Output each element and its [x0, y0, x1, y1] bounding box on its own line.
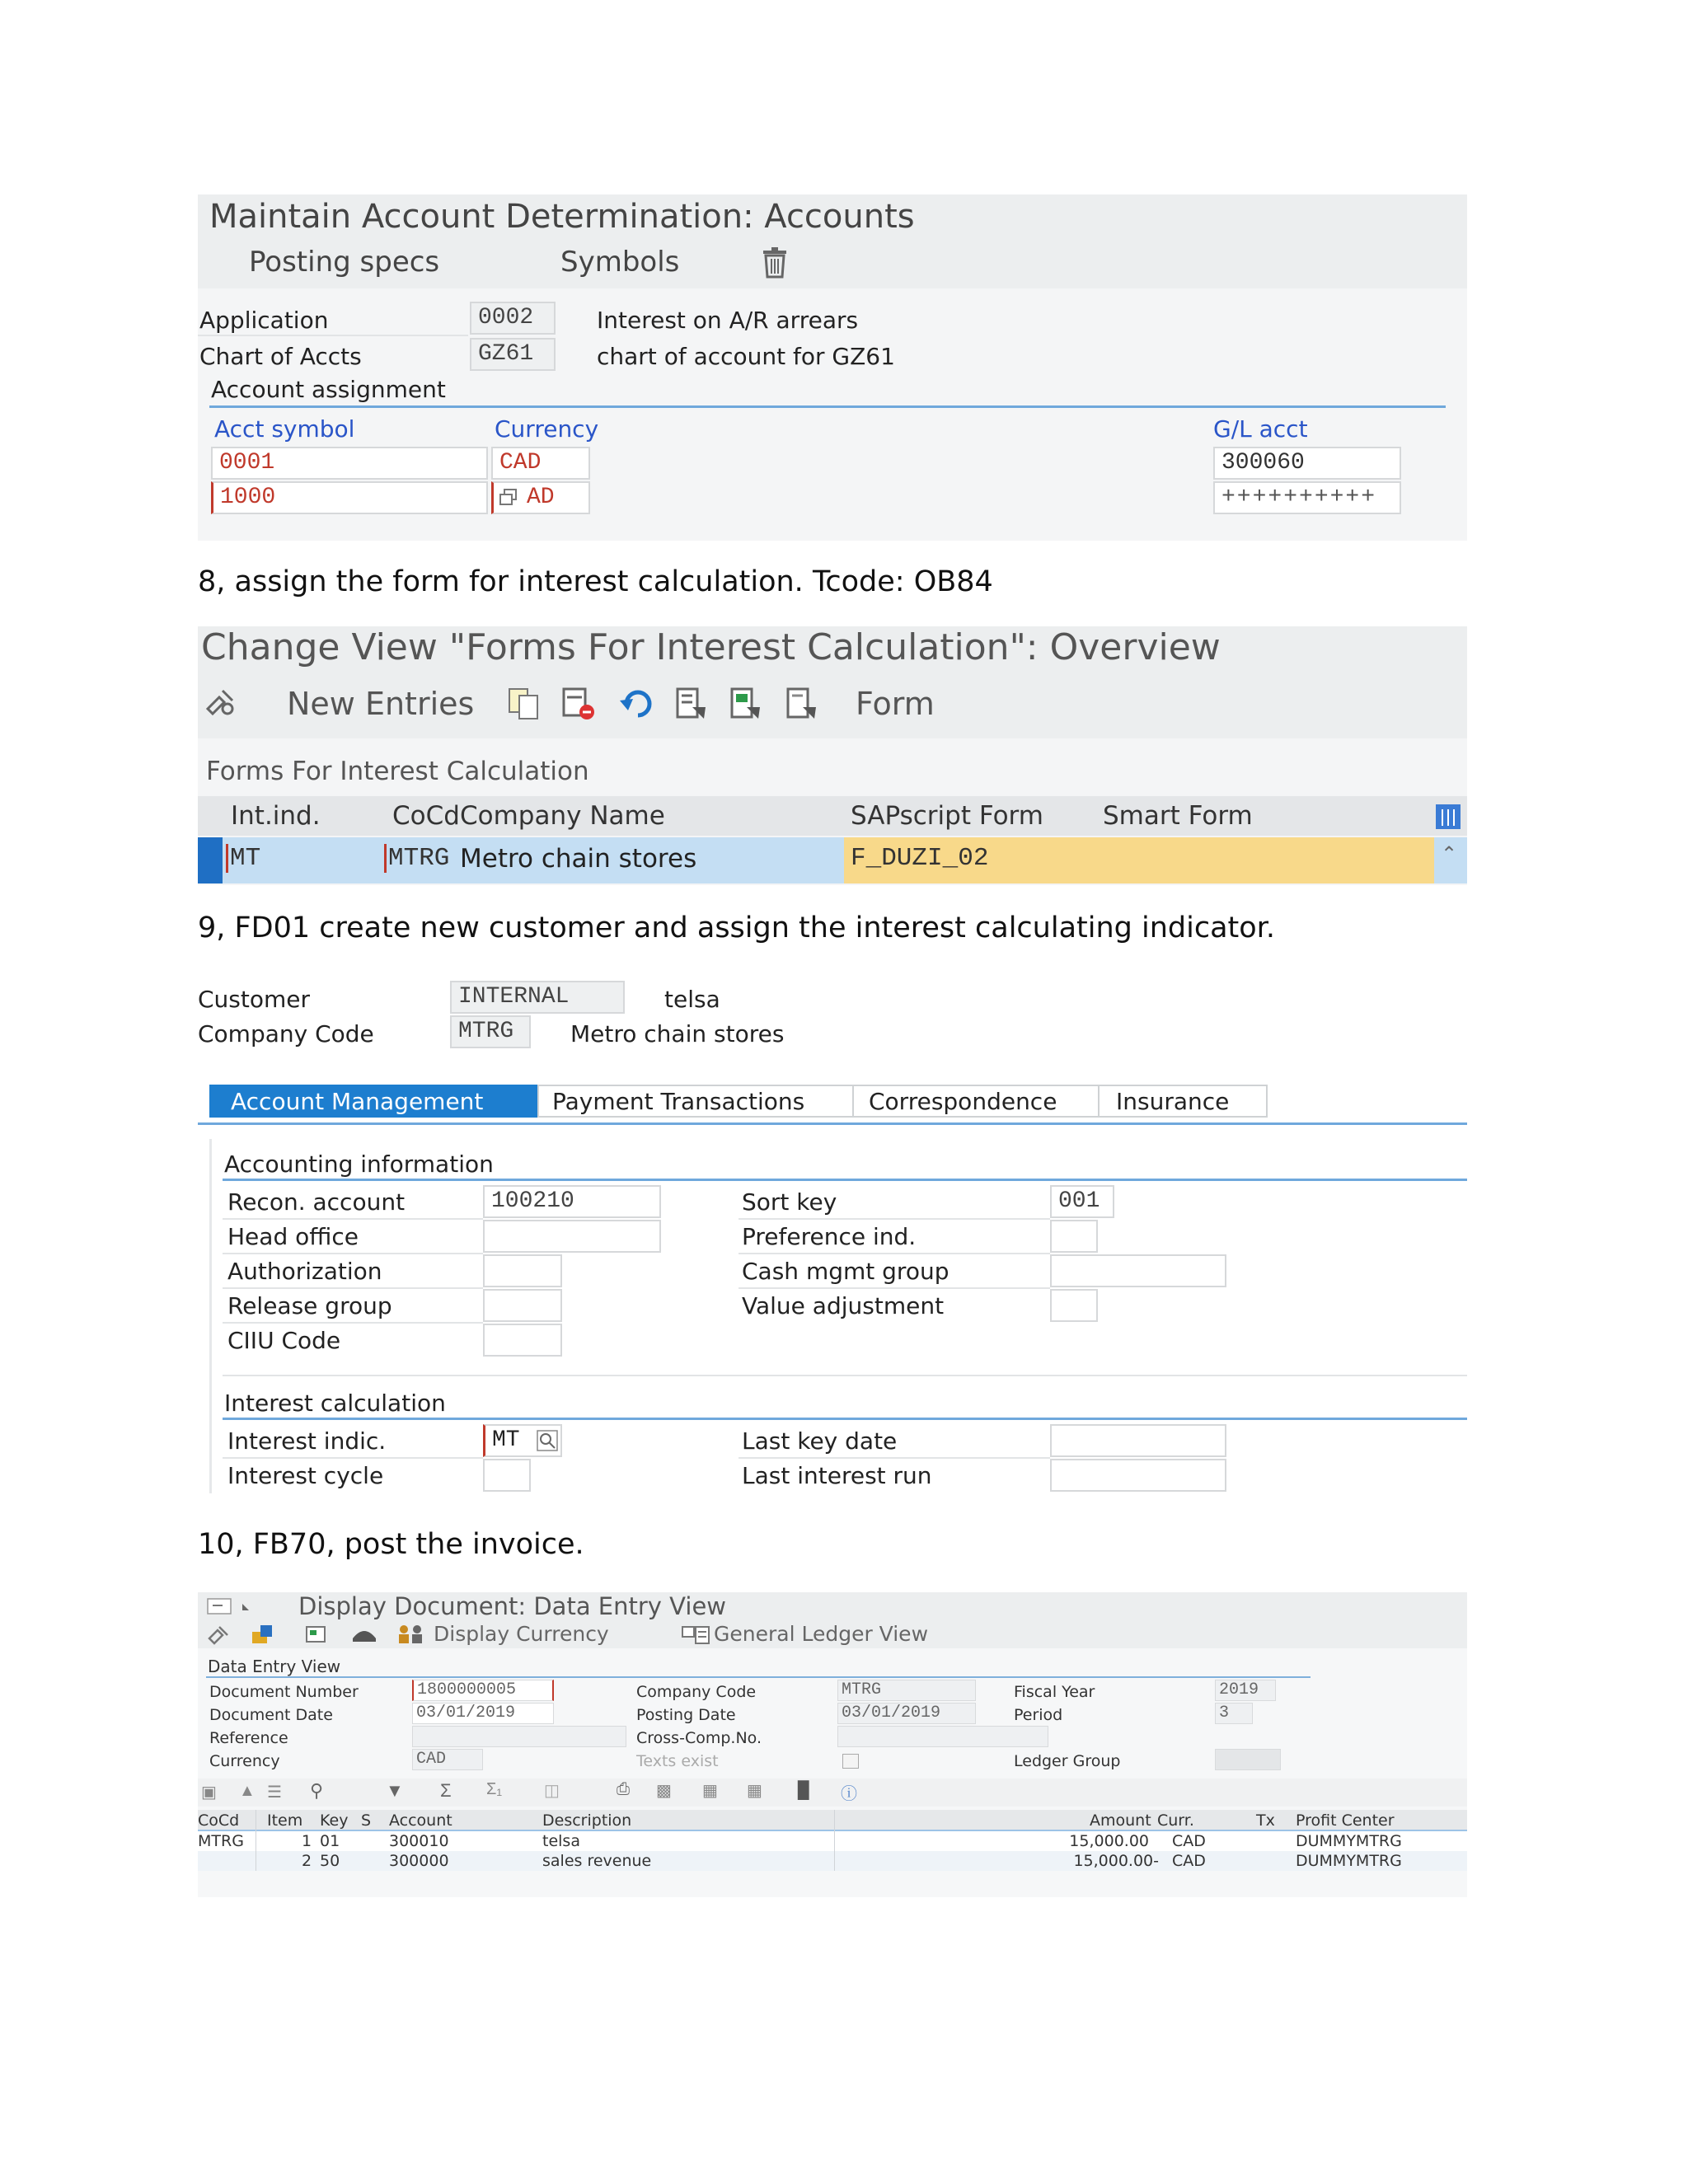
display-currency-button[interactable]: Display Currency [434, 1622, 609, 1646]
document-number-label: Document Number [209, 1683, 359, 1701]
posting-date-label: Posting Date [636, 1706, 736, 1724]
period-field[interactable]: 3 [1215, 1703, 1253, 1724]
release-group-input[interactable] [483, 1289, 562, 1322]
divider [223, 1287, 483, 1289]
cocd-cell[interactable]: MTRG [384, 844, 449, 873]
chart-icon[interactable]: ▉ [798, 1782, 811, 1800]
sort-ascending-icon[interactable]: ▲ [239, 1782, 256, 1800]
column-tax: Tx [1256, 1811, 1275, 1830]
general-ledger-view-button[interactable]: General Ledger View [714, 1622, 929, 1646]
divider [738, 1253, 1050, 1254]
application-description: Interest on A/R arrears [597, 307, 859, 334]
fiscal-year-label: Fiscal Year [1014, 1683, 1095, 1701]
hat-icon[interactable] [351, 1625, 377, 1643]
column-sapscript-form: SAPscript Form [851, 801, 1043, 831]
application-label: Application [199, 307, 329, 334]
amount-cell: 15,000.00 [1069, 1832, 1149, 1850]
document-overview-icon[interactable] [249, 1624, 275, 1645]
description-cell: sales revenue [542, 1852, 652, 1870]
section-underline [223, 1418, 1467, 1420]
acct-symbol-input[interactable]: 0001 [211, 447, 488, 480]
section-underline [223, 1179, 1467, 1181]
column-currency: Currency [495, 415, 599, 443]
value-help-icon[interactable] [498, 488, 519, 508]
delete-icon[interactable] [560, 686, 597, 722]
authorization-input[interactable] [483, 1254, 562, 1287]
gl-account-input[interactable]: 300060 [1213, 447, 1401, 480]
last-key-date-label: Last key date [742, 1427, 898, 1455]
export-icon[interactable]: ▩ [656, 1782, 672, 1800]
tab-account-management[interactable] [209, 1085, 537, 1118]
display-document-screen [198, 1592, 1467, 1897]
item-cell: 1 [302, 1832, 312, 1850]
divider [223, 1322, 483, 1324]
section-underline [209, 405, 1446, 408]
display-change-icon[interactable] [203, 684, 239, 720]
column-int-ind: Int.ind. [231, 801, 321, 831]
period-label: Period [1014, 1706, 1063, 1724]
divider [223, 1375, 1467, 1376]
last-key-date-input[interactable] [1050, 1424, 1226, 1457]
divider [738, 1287, 1050, 1289]
cross-comp-label: Cross-Comp.No. [636, 1729, 762, 1747]
page-title: Change View "Forms For Interest Calculation": Overview [201, 626, 1221, 668]
interest-calculation-heading: Interest calculation [224, 1390, 446, 1417]
preference-ind-label: Preference ind. [742, 1223, 917, 1250]
posting-specs-button[interactable]: Posting specs [249, 246, 440, 279]
ledger-group-label: Ledger Group [1014, 1752, 1121, 1770]
column-s: S [361, 1811, 372, 1830]
sapscript-form-value: F_DUZI_02 [851, 844, 989, 873]
undo-icon[interactable] [618, 686, 654, 722]
column-cocd: CoCd [198, 1811, 240, 1830]
page-title: Display Document: Data Entry View [298, 1592, 726, 1620]
copy-icon[interactable] [506, 686, 542, 722]
table-row[interactable] [198, 1831, 1467, 1851]
taxes-icon[interactable] [303, 1624, 330, 1645]
cash-mgmt-group-input[interactable] [1050, 1254, 1226, 1287]
reference-label: Reference [209, 1729, 288, 1747]
form-button[interactable]: Form [856, 686, 935, 722]
interest-indicator-input[interactable]: MT [483, 1424, 562, 1457]
key-cell: 50 [320, 1852, 340, 1870]
sum-icon[interactable]: Σ [440, 1780, 452, 1801]
last-interest-run-label: Last interest run [742, 1462, 932, 1489]
authorization-label: Authorization [227, 1258, 382, 1285]
recon-account-input[interactable]: 100210 [483, 1185, 661, 1218]
tab-label: Account Management [231, 1088, 484, 1115]
chart-of-accounts-description: chart of account for GZ61 [597, 343, 895, 370]
account-cell: 300000 [389, 1852, 449, 1870]
select-block-icon[interactable] [729, 686, 765, 722]
texts-exist-label: Texts exist [636, 1752, 719, 1770]
company-code-label: Company Code [198, 1020, 374, 1047]
company-name-cell: Metro chain stores [460, 844, 697, 874]
interest-cycle-input[interactable] [483, 1459, 531, 1492]
sort-descending-icon[interactable]: ☰ [267, 1783, 282, 1802]
column-profit-center: Profit Center [1296, 1811, 1395, 1830]
step-10-caption: 10, FB70, post the invoice. [198, 1528, 584, 1561]
views-icon[interactable]: ▦ [702, 1782, 718, 1800]
table-section-title: Forms For Interest Calculation [206, 757, 589, 786]
currency-input[interactable]: CAD [491, 447, 590, 480]
acct-symbol-input[interactable]: 1000 [211, 481, 488, 514]
customer-name: telsa [664, 986, 720, 1013]
line-items-header [198, 1810, 1467, 1831]
scroll-up-icon[interactable]: ⌃ [1441, 842, 1458, 865]
section-underline [206, 1676, 1311, 1678]
column-amount: Amount [1090, 1811, 1151, 1830]
divider [738, 1218, 1050, 1220]
company-name: Metro chain stores [570, 1020, 785, 1047]
forms-interest-screen [198, 626, 1467, 885]
print-icon[interactable]: ⎙ [617, 1780, 630, 1798]
step-9-caption: 9, FD01 create new customer and assign the interest calculating indicator. [198, 912, 1275, 944]
tab-strip-line [198, 1122, 1467, 1125]
posting-date-field[interactable]: 03/01/2019 [837, 1703, 976, 1724]
head-office-input[interactable] [483, 1220, 661, 1253]
detail-icon[interactable]: ▣ [201, 1783, 217, 1802]
account-assignment-heading: Account assignment [211, 376, 446, 403]
texts-exist-checkbox[interactable] [842, 1754, 859, 1769]
tab-insurance[interactable] [1100, 1085, 1268, 1118]
document-number-field[interactable]: 1800000005 [412, 1680, 554, 1701]
chart-of-accounts-label: Chart of Accts [199, 343, 362, 370]
customer-screen [198, 977, 1467, 1505]
divider [223, 1218, 483, 1220]
interest-cycle-label: Interest cycle [227, 1462, 384, 1489]
company-code-field[interactable]: MTRG [450, 1015, 531, 1048]
document-date-field[interactable]: 03/01/2019 [412, 1703, 554, 1724]
divider [198, 335, 468, 336]
customer-label: Customer [198, 986, 311, 1013]
gl-account-input[interactable]: ++++++++++ [1213, 481, 1401, 514]
cocd-cell: MTRG [198, 1832, 244, 1850]
tab-label: Correspondence [869, 1088, 1057, 1115]
value-adjustment-label: Value adjustment [742, 1292, 945, 1319]
layout-icon[interactable]: ◫ [544, 1782, 560, 1800]
ledger-group-field[interactable] [1215, 1749, 1281, 1770]
cash-mgmt-group-label: Cash mgmt group [742, 1258, 950, 1285]
column-account: Account [389, 1811, 452, 1830]
select-all-icon[interactable] [674, 686, 710, 722]
column-divider [834, 1810, 835, 1871]
divider [223, 1457, 483, 1459]
cross-comp-field[interactable] [837, 1726, 1048, 1747]
trash-icon[interactable] [758, 247, 791, 279]
row-selector[interactable] [198, 837, 223, 883]
page-title: Maintain Account Determination: Accounts [209, 198, 915, 236]
table-settings-icon[interactable] [1434, 803, 1462, 831]
ciiu-code-label: CIIU Code [227, 1327, 341, 1354]
currency-value: AD [527, 485, 555, 510]
column-key: Key [320, 1811, 349, 1830]
step-8-caption: 8, assign the form for interest calculation. Tcode: OB84 [198, 565, 993, 598]
account-cell: 300010 [389, 1832, 449, 1850]
last-interest-run-input[interactable] [1050, 1459, 1226, 1492]
currency-label: Currency [209, 1752, 280, 1770]
ciiu-code-input[interactable] [483, 1324, 562, 1357]
filter-icon[interactable]: ▼ [386, 1780, 404, 1801]
head-office-label: Head office [227, 1223, 359, 1250]
deselect-all-icon[interactable] [785, 686, 821, 722]
fiscal-year-field[interactable]: 2019 [1215, 1680, 1276, 1701]
currency-field[interactable]: CAD [412, 1749, 483, 1770]
tab-label: Insurance [1116, 1088, 1230, 1115]
interest-indicator-label: Interest indic. [227, 1427, 387, 1455]
column-description: Description [542, 1811, 632, 1830]
recon-account-label: Recon. account [227, 1188, 406, 1216]
column-smart-form: Smart Form [1103, 801, 1253, 831]
subtotal-icon[interactable]: Σ₁ [486, 1780, 503, 1798]
reference-field[interactable] [412, 1726, 626, 1747]
account-determination-screen [198, 194, 1467, 541]
data-entry-view-heading: Data Entry View [208, 1657, 341, 1676]
release-group-label: Release group [227, 1292, 392, 1319]
amount-cell: 15,000.00- [1073, 1852, 1159, 1870]
tab-label: Payment Transactions [552, 1088, 805, 1115]
customer-field[interactable]: INTERNAL [450, 981, 625, 1014]
column-currency: Curr. [1157, 1811, 1194, 1830]
item-cell: 2 [302, 1852, 312, 1870]
profit-center-cell: DUMMYMTRG [1296, 1832, 1402, 1850]
graphic-icon[interactable]: ▦ [747, 1782, 762, 1800]
value-adjustment-input[interactable] [1050, 1289, 1098, 1322]
divider [223, 1253, 483, 1254]
search-help-icon[interactable] [536, 1429, 559, 1452]
sort-key-label: Sort key [742, 1188, 837, 1216]
general-ledger-icon[interactable] [681, 1624, 710, 1645]
chart-of-accounts-field[interactable]: GZ61 [470, 338, 556, 371]
table-row[interactable] [198, 1851, 1467, 1871]
currency-cell: CAD [1172, 1852, 1206, 1870]
column-cocd: CoCd [392, 801, 460, 831]
preference-ind-input[interactable] [1050, 1220, 1098, 1253]
display-change-icon[interactable] [206, 1624, 232, 1645]
find-icon[interactable]: ⚲ [310, 1780, 324, 1801]
new-entries-button[interactable]: New Entries [287, 686, 475, 722]
menu-icon[interactable] [206, 1596, 256, 1617]
tab-content-border [209, 1139, 212, 1493]
tab-correspondence[interactable] [854, 1085, 1100, 1118]
info-icon[interactable]: ⓘ [841, 1785, 857, 1803]
column-company-name: Company Name [460, 801, 665, 831]
currency-cell: CAD [1172, 1832, 1206, 1850]
application-field[interactable]: 0002 [470, 302, 556, 335]
table-header-row [198, 796, 1467, 836]
column-gl-acct: G/L acct [1213, 415, 1308, 443]
symbols-button[interactable]: Symbols [560, 246, 680, 279]
users-icon[interactable] [396, 1624, 429, 1645]
document-date-label: Document Date [209, 1706, 333, 1724]
sort-key-input[interactable]: 001 [1050, 1185, 1114, 1218]
tab-payment-transactions[interactable] [537, 1085, 854, 1118]
int-ind-cell[interactable]: MT [226, 844, 260, 873]
description-cell: telsa [542, 1832, 580, 1850]
column-acct-symbol: Acct symbol [214, 415, 355, 443]
profit-center-cell: DUMMYMTRG [1296, 1852, 1402, 1870]
divider [738, 1457, 1050, 1459]
company-code-field[interactable]: MTRG [837, 1680, 976, 1701]
accounting-information-heading: Accounting information [224, 1151, 494, 1178]
company-code-label: Company Code [636, 1683, 757, 1701]
column-item: Item [267, 1811, 303, 1830]
key-cell: 01 [320, 1832, 340, 1850]
